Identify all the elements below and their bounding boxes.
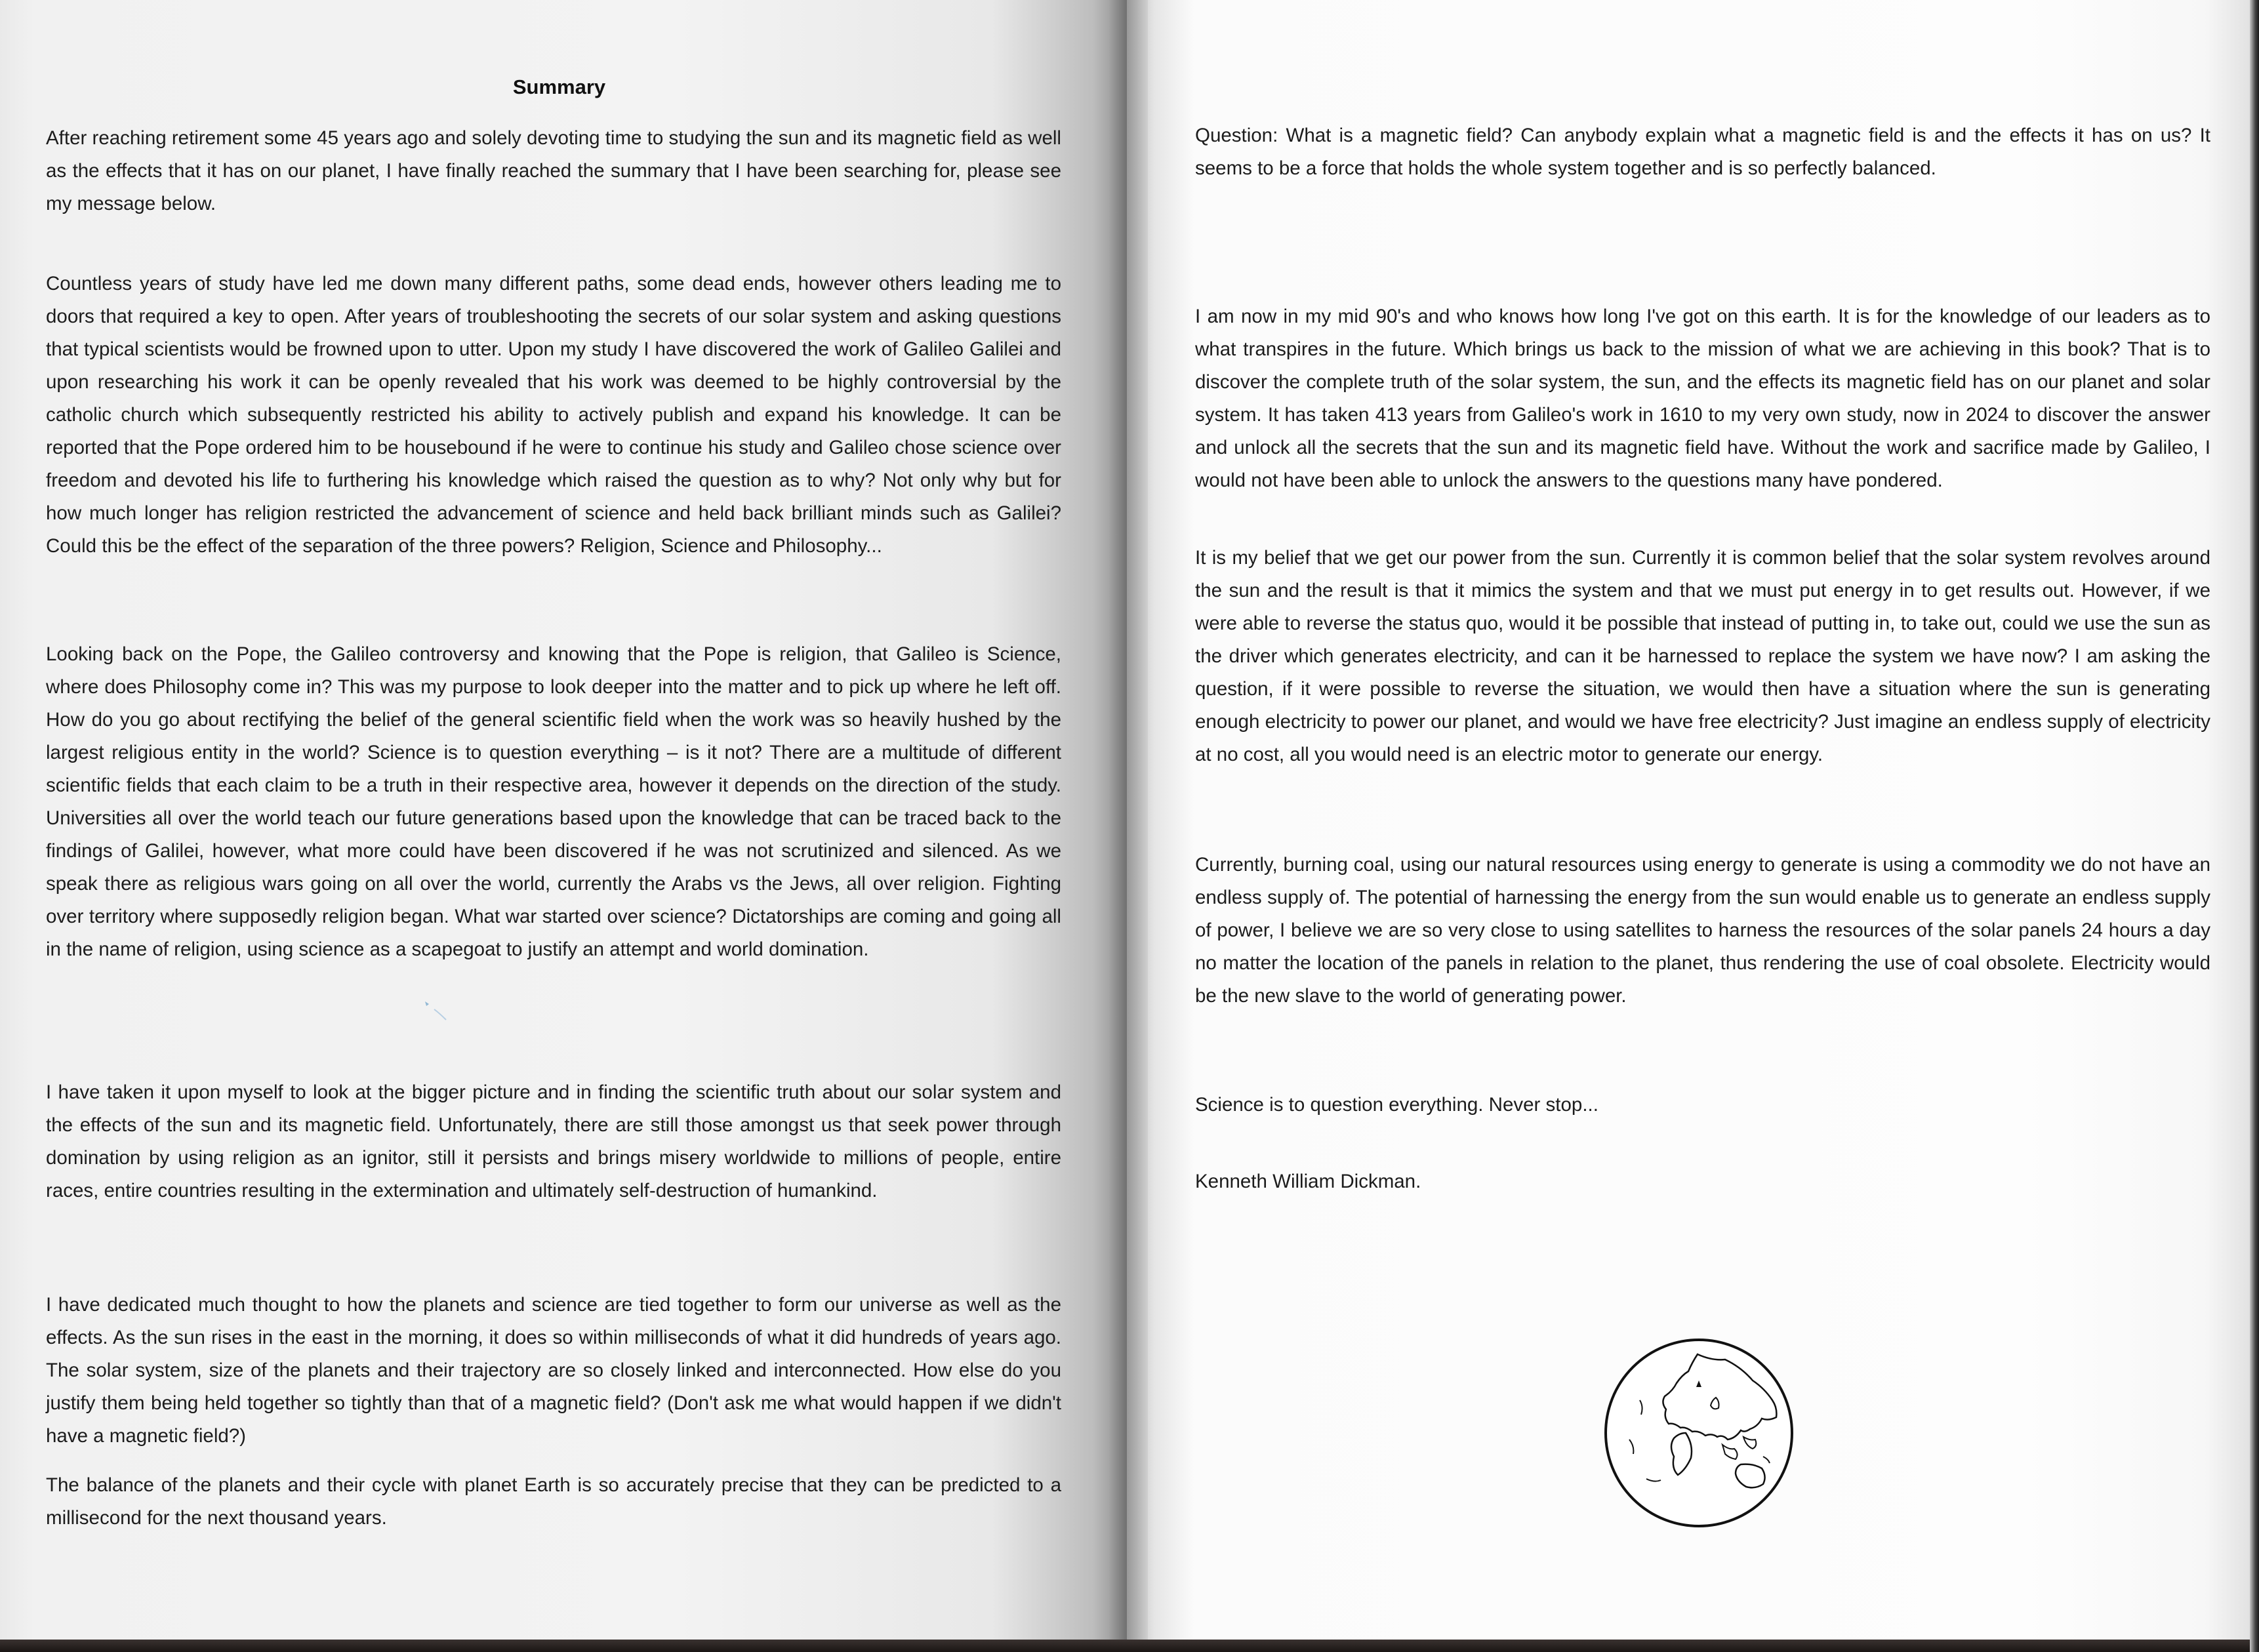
page-bottom-edge	[0, 1640, 2259, 1652]
paragraph: Countless years of study have led me down many different paths, some dead ends, however others leading me to doors that required a key to open. After years of troubleshooting the secrets of our solar system and asking questions that typical scientists would be frowned upon to utter. Upon my study I have discovered the work of Galileo Galilei and upon researching his work it can be openly revealed that his work was deemed to be highly controversial by the catholic church which subsequently restricted his ability to actively publish and expand his knowledge. It can be reported that the Pope ordered him to be housebound if he were to continue his study and Galileo chose science over freedom and devoted his life to furthering his knowledge which raised the question as to why? Not only why but for how much longer has religion restricted the advancement of science and held back brilliant minds such as Galilei? Could this be the effect of the separation of the three powers? Religion, Science and Philosophy...	[46, 273, 1061, 557]
paragraph: I am now in my mid 90's and who knows how long I've got on this earth. It is for the knowledge of our leaders as to what transpires in the future. Which brings us back to the mission of what we are achieving in this book? That is to discover the complete truth of the solar system, the sun, and the effects its magnetic field has on our planet and solar system. It has taken 413 years from Galileo's work in 1610 to my very own study, now in 2024 to discover the answer and unlock all the secrets that the sun and its magnetic field have. Without the work and sacrifice made by Galileo, I would not have been able to unlock the answers to the questions many have pondered.	[1195, 306, 2210, 491]
author-signature: Kenneth William Dickman.	[1195, 1171, 1421, 1192]
book-gutter	[1109, 0, 1148, 1640]
page-right-edge	[2250, 0, 2259, 1652]
paragraph: Question: What is a magnetic field? Can anybody explain what a magnetic field is and the effects it has on us? It seems to be a force that holds the whole system together and is so perfectly balanced.	[1195, 125, 2210, 179]
ink-smudge	[420, 994, 459, 1026]
paragraph: Currently, burning coal, using our natural resources using energy to generate is using a commodity we do not have an endless supply of. The potential of harnessing the energy from the sun would enable us to generate an endless supply of power, I believe we are so very close to using satellites to harness the resources of the solar panels 24 hours a day no matter the location of the panels in relation to the planet, thus rendering the use of coal obsolete. Electricity would be the new slave to the world of generating power.	[1195, 854, 2210, 1007]
paragraph: After reaching retirement some 45 years ago and solely devoting time to studying the sun and its magnetic field as well as the effects that it has on our planet, I have finally reached the summary that I have been searching for, please see my message below.	[46, 127, 1061, 214]
closing-line: Science is to question everything. Never stop...	[1195, 1094, 1598, 1116]
paragraph: Looking back on the Pope, the Galileo controversy and knowing that the Pope is religion, that Galileo is Science, where does Philosophy come in? This was my purpose to look deeper into the matter and to pick up where he left off. How do you go about rectifying the belief of the general scientific field when the work was so heavily hushed by the largest religious entity in the world? Science is to question everything – is it not? There are a multitude of different scientific fields that each claim to be a truth in their respective area, however it depends on the direction of the study. Universities all over the world teach our future generations based upon the knowledge that can be traced back to the findings of Galilei, however, what more could have been discovered if he was not scrutinized and silenced. As we speak there as religious wars going on all over the world, currently the Arabs vs the Jews, all over religion. Fighting over territory where supposedly religion began. What war started over science? Dictatorships are coming and going all in the name of religion, using science as a scapegoat to justify an attempt and world domination.	[46, 643, 1061, 960]
paragraph: I have taken it upon myself to look at the bigger picture and in finding the scientific truth about our solar system and the effects of the sun and its magnetic field. Unfortunately, there are still those amongst us that seek power through domination by using religion as an ignitor, still it persists and brings misery worldwide to millions of people, entire races, entire countries resulting in the extermination and ultimately self-destruction of humankind.	[46, 1081, 1061, 1201]
globe-icon	[1600, 1335, 1797, 1531]
paragraph: I have dedicated much thought to how the planets and science are tied together to form our universe as well as the effects. As the sun rises in the east in the morning, it does so within milliseconds of what it did hundreds of years ago. The solar system, size of the planets and their trajectory are so closely linked and interconnected. How else do you justify them being held together so tightly than that of a magnetic field? (Don't ask me what would happen if we didn't have a magnetic field?)	[46, 1294, 1061, 1447]
page-title: Summary	[512, 75, 606, 98]
paragraph: The balance of the planets and their cycle with planet Earth is so accurately precise that they can be predicted to a millisecond for the next thousand years.	[46, 1474, 1061, 1529]
left-page	[0, 0, 1127, 1640]
paragraph: It is my belief that we get our power from the sun. Currently it is common belief that the solar system revolves around the sun and the result is that it mimics the system and that we must put energy in to get results out. However, if we were able to reverse the status quo, would it be possible that instead of putting in, to take out, could we use the sun as the driver which generates electricity, and can it be harnessed to replace the system we have now? I am asking the question, if it were possible to reverse the situation, we would then have a situation where the sun is generating enough electricity to power our planet, and would we have free electricity? Just imagine an endless supply of electricity at no cost, all you would need is an electric motor to generate our energy.	[1195, 547, 2210, 765]
